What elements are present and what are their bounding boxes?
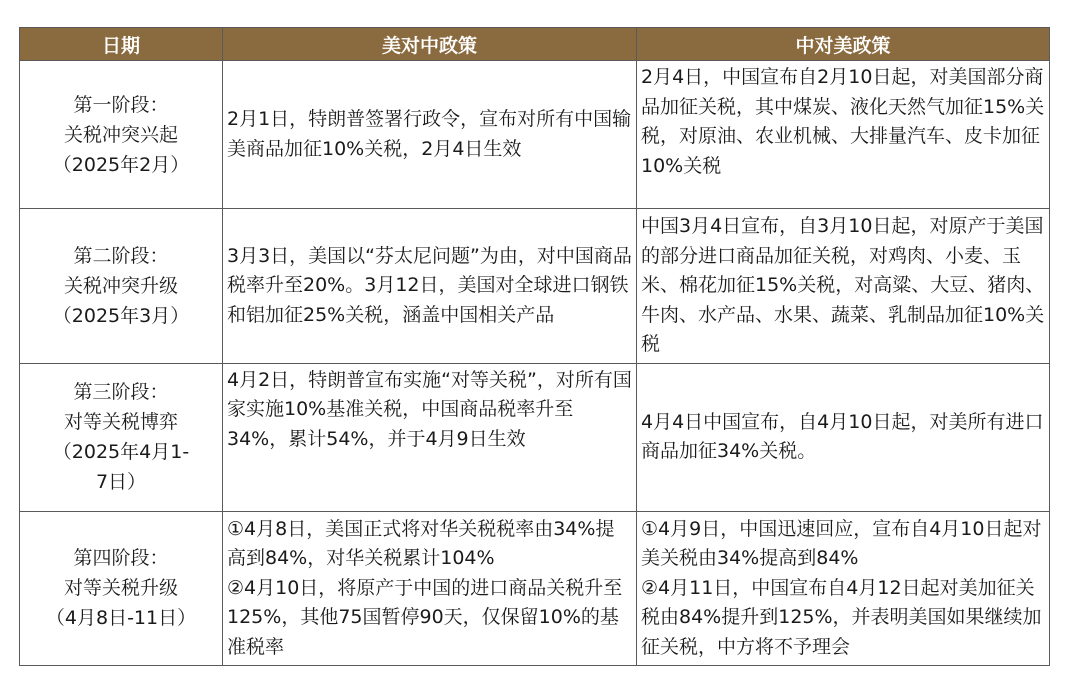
cn-policy-cell [637, 511, 1050, 666]
table-row [20, 61, 1050, 209]
stage-label: 第一阶段： [73, 93, 169, 116]
table-row [20, 209, 1050, 364]
stage-cell [20, 511, 223, 666]
cn-policy-text: 4月4日中国宣布，自4月10日起，对美所有进口商品加征34%关税。 [641, 410, 1044, 462]
us-policy-item: ②4月10日，将原产于中国的进口商品关税升至125%，其他75国暂停90天，仅保留10%的基准税率 [227, 576, 623, 658]
us-policy-text: 3月3日，美国以“芬太尼问题”为由，对中国商品税率升至20%。3月12日，美国对全球进口钢铁和铝加征25%关税，涵盖中国相关产品 [227, 244, 632, 326]
us-policy-cell [223, 209, 637, 364]
stage-title: 对等关税升级 [63, 577, 178, 600]
us-policy-text: 4月2日，特朗普宣布实施“对等关税”，对所有国家实施10%基准关税，中国商品税率升至34%，累计54%，并于4月9日生效 [227, 368, 632, 450]
stage-period: （2025年2月） [52, 153, 190, 176]
stage-label: 第三阶段： [73, 381, 169, 403]
stage-period: （2025年4月1- [52, 441, 190, 463]
us-policy-cell [223, 363, 637, 511]
stage-period: （2025年3月） [52, 304, 190, 327]
us-policy-cell [223, 61, 637, 209]
cn-policy-cell [637, 61, 1050, 209]
us-policy-text: 2月1日，特朗普签署行政令，宣布对所有中国输美商品加征10%关税，2月4日生效 [227, 108, 632, 160]
table-row [20, 511, 1050, 666]
header-row [20, 28, 1050, 61]
us-policy-item: ①4月8日，美国正式将对华关税税率由34%提高到84%，对华关税累计104% [227, 517, 615, 569]
stage-label: 第二阶段： [73, 244, 169, 267]
cn-policy-cell [637, 209, 1050, 364]
us-policy-cell [223, 511, 637, 666]
cn-policy-cell [637, 363, 1050, 511]
stage-cell [20, 61, 223, 209]
cn-policy-text: 2月4日，中国宣布自2月10日起，对美国部分商品加征关税，其中煤炭、液化天然气加征15%关税，对原油、农业机械、大排量汽车、皮卡加征10%关税 [641, 66, 1045, 177]
cn-policy-text: 中国3月4日宣布，自3月10日起，对原产于美国的部分进口商品加征关税，对鸡肉、小麦、玉米、棉花加征15%关税，对高粱、大豆、猪肉、牛肉、水产品、水果、蔬菜、乳制品加征10%关税 [641, 215, 1045, 355]
stage-cell [20, 363, 223, 511]
stage-period: （4月8日-11日） [45, 607, 197, 630]
stage-label: 第四阶段： [73, 547, 169, 570]
header-us-policy: 美对中政策 [223, 28, 637, 61]
stage-period-cont: 7日） [95, 471, 147, 493]
stage-title: 关税冲突升级 [63, 274, 178, 297]
stage-title: 对等关税博弈 [63, 411, 178, 433]
table-row [20, 363, 1050, 511]
cn-policy-item: ②4月11日，中国宣布自4月12日起对美加征关税由84%提升到125%，并表明美国如果继续加征关税，中方将不予理会 [641, 576, 1042, 658]
header-date: 日期 [20, 28, 223, 61]
cn-policy-item: ①4月9日，中国迅速回应，宣布自4月10日起对美关税由34%提高到84% [641, 517, 1042, 569]
header-cn-policy: 中对美政策 [637, 28, 1050, 61]
stage-cell [20, 209, 223, 364]
stage-title: 关税冲突兴起 [63, 123, 178, 146]
tariff-policy-table [19, 27, 1050, 666]
